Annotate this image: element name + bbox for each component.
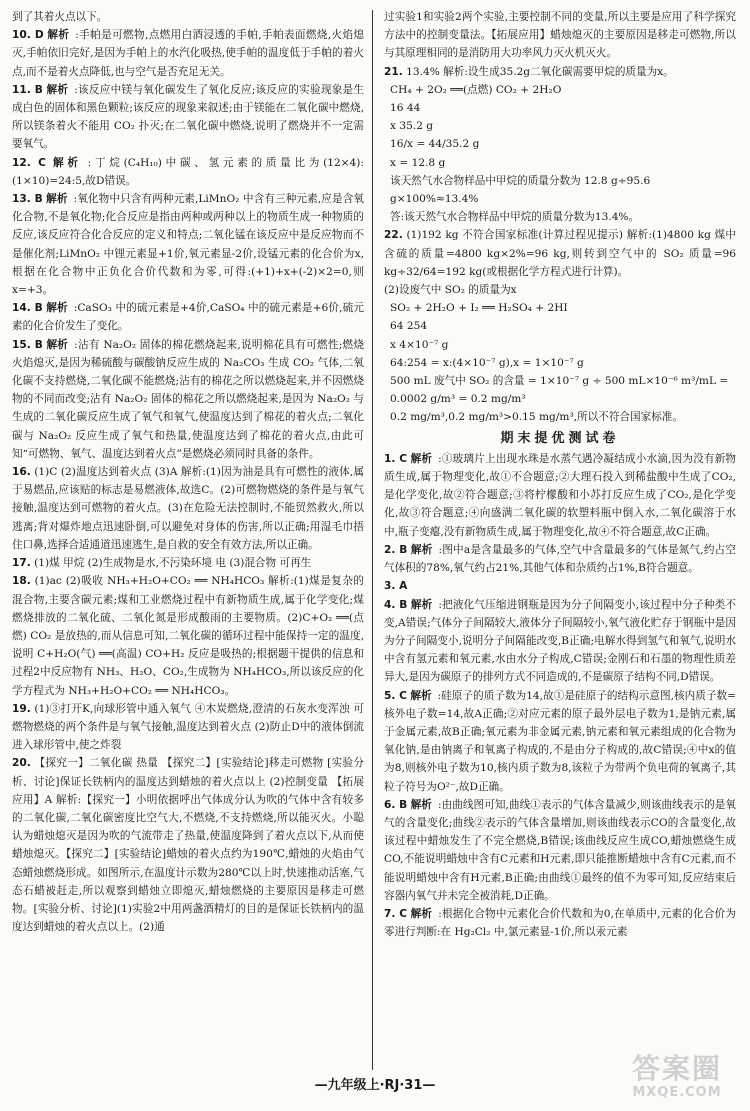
answer-item — [12, 463, 364, 554]
answer-item — [384, 281, 736, 299]
answer-item — [12, 554, 364, 572]
equation-line: x 4×10⁻⁷ g — [390, 338, 449, 351]
equation-line: 64:254 = x:(4×10⁻⁷ g),x = 1×10⁻⁷ g — [390, 356, 584, 369]
answer-text: :手帕是可燃物,点燃用白酒浸透的手帕,手帕表面燃烧,火焰熄灭,手帕依旧完好,是因为手帕上的水汽化吸热,使手帕的温度低于手帕的着火点,而不是着火点降低,也与空气是否充足无关。 — [12, 29, 365, 78]
answer-item — [12, 154, 364, 190]
answer-item — [12, 336, 364, 463]
equation-line: x 35.2 g — [390, 120, 434, 133]
answer-number: 11. B — [12, 83, 43, 96]
answer-number: 2. B — [384, 543, 408, 556]
analysis-label: 解析 — [410, 452, 433, 465]
answer-number: 14. B — [12, 302, 43, 315]
answer-item — [12, 8, 364, 26]
analysis-label: 解析 — [46, 83, 69, 96]
answer-item — [384, 905, 736, 941]
answer-item — [12, 700, 364, 755]
answer-number: 18. — [12, 575, 31, 588]
left-column — [12, 8, 364, 936]
answer-text: :①玻璃片上出现水珠是水蒸气遇冷凝结成小水滴,因为没有新物质生成,属于物理变化,故①不合题意;②大理石投入到稀盐酸中生成了CO₂,是化学变化,故②符合题意;③将柠檬酸和小苏打反应生成了CO₂,是化学变化,故③符合题意;④向盛满二氧化碳的软塑料瓶中倒入水,二氧化碳溶于水中,瓶子变瘪,没有新物质生成,属于物理变化,故④不符合题意,故C正确。 — [384, 452, 737, 538]
answer-item — [12, 26, 364, 81]
answer-text: :由曲线图可知,曲线①表示的气体含量减少,则该曲线表示的是氧气的含量变化;曲线②表示的气体含量增加,则该曲线表示CO的含量变化,故该过程中蜡烛发生了不完全燃烧,B错误;该曲线反应生成CO,蜡烛燃烧生成CO,不能说明蜡烛中含有C元素和H元素,即只能推断蜡烛中含有C元素,而不能说明蜡烛中含有H元素,B正确;由曲线①最终的值不为零可知,反应结束后容器内氧气并未完全被消耗,D正确。 — [384, 798, 736, 902]
answer-item — [384, 796, 736, 905]
answer-number: 4. B — [384, 598, 408, 611]
answer-number: 15. B — [12, 338, 43, 351]
answer-text: :硅原子的质子数为14,故①是硅原子的结构示意图,核内质子数=核外电子数=14,故A正确;②对应元素的原子最外层电子数为1,是钠元素,属于金属元素,故B正确;氧元素为非金属元素,钠元素和氧元素组成的化合物为氧化钠,是由钠离子和氧离子构成的,不是由分子构成的,故C错误;④中x的值为8,则核外电子数为10,核内质子数为8,该粒子为带两个负电荷的氧离子,其粒子符号为O²⁻,故D正确。 — [384, 689, 737, 793]
analysis-label: 解析 — [410, 907, 433, 920]
answer-item — [12, 299, 364, 335]
answer-item — [384, 577, 736, 595]
analysis-label: 解析 — [410, 798, 432, 811]
answer-text: :该反应中镁与氧化碳发生了氧化反应;该反应的实验现象是生成白色的固体和黑色颗粒;该反应的现象来叙述;由于镁能在二氧化碳中燃烧,所以镁条着火不能用 CO₂ 扑灭;在二氧化碳中燃烧,说明了燃烧并不一定需要氧气。 — [12, 83, 365, 151]
answer-item — [384, 63, 736, 81]
analysis-label: 解析 — [410, 598, 433, 611]
answer-number: 6. B — [384, 798, 408, 811]
equation-line: 500 mL 废气中 SO₂ 的含量 = 1×10⁻⁷ g ÷ 500 mL×10⁻⁶ m³/mL = 0.0002 g/m³ = 0.2 mg/m³ — [390, 375, 729, 406]
equation-line: CH₄ + 2O₂ ══(点燃) CO₂ + 2H₂O — [390, 83, 562, 96]
answer-text: :CaSO₃ 中的硫元素是+4价,CaSO₄ 中的硫元素是+6价,硫元素的化合价发生了变化。 — [12, 302, 364, 333]
equation-line: 0.2 mg/m³,0.2 mg/m³>0.15 mg/m³,所以不符合国家标准。 — [390, 411, 683, 424]
answer-item — [384, 596, 736, 687]
answer-item — [384, 450, 736, 541]
answer-number: 12. C — [12, 156, 46, 169]
answer-number: 21. — [384, 65, 403, 78]
answer-text: :把液化气压缩进钢瓶是因为分子间隔变小,该过程中分子种类不变,A错误;气体分子间隔较大,液体分子间隔较小,氧气液化贮存于钢瓶中是因为分子间隔变小,说明分子间隔能改变,B正确;电解水得到氢气和氧气,说明水中含有氢元素和氧元素,水由水分子构成,C错误;金刚石和石墨的物理性质差异大,是因为碳原子的排列方式不同造成的,不是碳原子结构不同,D错误。 — [384, 598, 737, 684]
answer-text: :氧化物中只含有两种元素,LiMnO₂ 中含有三种元素,应是含氧化合物,不是氧化物;化合反应是指由两种或两种以上的物质生成一种物质的反应,该反应符合化合反应的定义和特点;二氧化锰在该反应中是反应物而不是催化剂;LiMnO₂ 中锂元素显+1价,氧元素显-2价,设锰元素的化合价为x,根据在化合物中正负化合价代数和为零,可得:(+1)+x+(-2)×2=0,则x=+3。 — [12, 193, 365, 297]
equation-line: SO₂ + 2H₂O + I₂ ══ H₂SO₄ + 2HI — [390, 302, 568, 315]
column-divider — [372, 10, 373, 1070]
answer-number: 17. — [12, 557, 31, 570]
watermark-logo — [618, 1052, 736, 1104]
analysis-label: 解析 — [410, 543, 433, 556]
equation-line: 16/x = 44/35.2 g — [390, 138, 480, 151]
equation-line: 该天然气水合物样品中甲烷的质量分数为 12.8 g÷95.6 g×100%≈13.4% — [390, 174, 651, 206]
right-column — [384, 8, 736, 941]
answer-item — [384, 541, 736, 577]
analysis-label: 解析 — [410, 689, 432, 702]
answer-text: :根据化合物中元素化合价代数和为0,在单质中,元素的化合价为零进行判断:在 Hg₂Cl₂ 中,氯元素显-1价,所以汞元素 — [384, 907, 737, 939]
answer-item — [384, 226, 736, 281]
equation-line: 16 44 — [390, 102, 421, 115]
watermark-url: MXQE.COM — [632, 1085, 722, 1100]
answer-number: 22. — [384, 229, 403, 242]
analysis-label: 解析 — [46, 193, 68, 206]
page-footer: —九年级上·RJ·31— — [314, 1078, 436, 1093]
answer-text: (1)③打开K,向球形管中通入氧气 ④木炭燃烧,澄清的石灰水变浑浊 可燃物燃烧的两个条件是与氧气接触,温度达到着火点 (2)防止D中的液体倒流进入球形管中,使之炸裂 — [12, 702, 364, 752]
answer-item — [384, 687, 736, 796]
answer-text: :沾有 Na₂O₂ 固体的棉花燃烧起来,说明棉花具有可燃性;燃烧火焰熄灭,是因为稀硫酸与碳酸钠反应生成的 Na₂CO₃ 生成 CO₂ 气体,二氧化碳不支持燃烧,二氧化碳不能燃烧;沾有的棉花之所以燃烧起来,并不因燃烧物的不同而改变;沾有 Na₂O₂ 固体的棉花之所以燃烧起来,是因为 Na₂O₂ 与生成的二氧化碳反应生成了氧气和氧气,使温度达到了棉花的着火点;二氧化碳与 Na₂O₂ 反应生成了氧气和热量,使温度达到了棉花的着火点,由此可知“可燃物、氧气、温度达到着火点”是燃烧必须同时具备的条件。 — [12, 338, 365, 460]
answer-number: 16. — [12, 466, 31, 479]
answer-text: :丁烷(C₄H₁₀)中碳、氢元素的质量比为(12×4):(1×10)=24:5,故D错误。 — [12, 156, 364, 187]
answer-text: (1)ac (2)吸收 NH₃+H₂O+CO₂ ══ NH₄HCO₃ 解析:(1)煤是复杂的混合物,主要含碳元素;煤和工业燃烧过程中有新物质生成,属于化学变化;煤燃烧排放的二氧化硫、二氧化氮是形成酸雨的主要物质。(2)C+O₂ ══(点燃) CO₂ 是放热的,而从信息可知,二氧化碳的循环过程中能保持一定的温度,说明 C+H₂O(气) ══(高温) CO+H₂ 反应是吸热的;根据题干提供的信息和过程2中反应物有 NH₃、H₂O、CO₂,生成物为 NH₄HCO₃,所以该反应的化学方程式为 NH₃+H₂O+CO₂ ══ NH₄HCO₃。 — [12, 575, 364, 697]
analysis-label: 解析 — [47, 29, 70, 42]
answer-item — [12, 572, 364, 699]
answer-text: 过实验1和实验2两个实验,主要控制不同的变量,所以主要是应用了科学探究方法中的控制变量法。【拓展应用】蜡烛熄灭的主要原因是移走可燃物,所以与其原理相同的是消防用大功率风力灭火机灭火。 — [384, 11, 736, 60]
equation-line: x = 12.8 g — [390, 156, 446, 169]
answer-number: 3. A — [384, 580, 408, 593]
answer-item — [12, 190, 364, 299]
answer-number: 1. C — [384, 452, 408, 465]
answer-number: 7. C — [384, 907, 408, 920]
section-title: 期末提优测试卷 — [500, 430, 620, 446]
answer-text: 到了其着火点以下。 — [12, 11, 108, 23]
watermark-text: 答案圈 — [631, 1052, 722, 1085]
answer-number: 10. D — [12, 29, 44, 42]
analysis-label: 解析 — [46, 338, 69, 351]
answer-text: 【探究一】二氧化碳 热量 【探究二】[实验结论]移走可燃物 [实验分析、讨论]保证长铁柄内的温度达到蜡烛的着火点以上 (2)控制变量 【拓展应用】A 解析:【探究一】小明依据呼出气体成分认为吹的气体中含有较多的二氧化碳,二氧化碳密度比空气大,不燃烧,不支持燃烧,所以能灭火。小聪认为蜡烛熄灭是因为吹的气流带走了热量,使温度降到了着火点以下,从而使蜡烛熄灭。【探究二】[实验结论]蜡烛的着火点约为190℃,蜡烛的火焰由气态蜡烛燃烧形成。如图所示,在温度计示数为280℃以上时,快速推动活塞,气态石蜡被赶走,所以观察到蜡烛立即熄灭,蜡烛燃烧的主要原因是移走可燃物。[实验分析、讨论](1)实验2中用两盏酒精灯的目的是保证长铁柄内的温度达到蜡烛的着火点以上。(2)通 — [12, 757, 364, 934]
answer-number: 13. B — [12, 193, 43, 206]
analysis-label: 解析 — [46, 302, 68, 315]
equation-line: 64 254 — [390, 320, 428, 333]
analysis-label: 解析 — [53, 156, 82, 169]
equation-line: 答:该天然气水合物样品中甲烷的质量分数为13.4%。 — [390, 211, 640, 224]
answer-text: 13.4% 解析:设生成35.2g二氧化碳需要甲烷的质量为x。 — [406, 65, 674, 78]
answer-text: (1)C (2)温度达到着火点 (3)A 解析:(1)因为油是具有可燃性的液体,属于易燃品,应该贴的标志是易燃液体,故选C。(2)可燃物燃烧的条件是与氧气接触,温度达到可燃物的着火点。(3)在危险无法控制时,不能贸然救火,所以逃离;背对爆炸地点迅速卧倒,可以避免对身体的伤害,所以正确;用湿毛巾捂住口鼻,选择合适通道迅速逃生,是自救的安全有效方法,所以正确。 — [12, 466, 364, 551]
answer-item — [384, 8, 736, 63]
answer-number: 19. — [12, 702, 31, 715]
answer-item — [12, 754, 364, 936]
answer-item — [12, 81, 364, 154]
answer-number: 5. C — [384, 689, 407, 702]
answer-text: (1)192 kg 不符合国家标准(计算过程见提示) 解析:(1)4800 kg 煤中含硫的质量=4800 kg×2%=96 kg,则转到空气中的 SO₂ 质量=96 kg÷32/64=192 kg(或根据化学方程式进行计算)。 — [384, 229, 736, 278]
answer-text: (1)煤 甲烷 (2)生成物是水,不污染环境 电 (3)混合物 可再生 — [34, 557, 312, 570]
answer-text: :图中a是含量最多的气体,空气中含量最多的气体是氮气,约占空气体积的78%,氧气约占21%,其他气体和杂质约占1%,B符合题意。 — [384, 543, 737, 575]
answer-text: (2)设废气中 SO₂ 的质量为x — [384, 284, 517, 297]
answer-number: 20. — [12, 757, 31, 770]
